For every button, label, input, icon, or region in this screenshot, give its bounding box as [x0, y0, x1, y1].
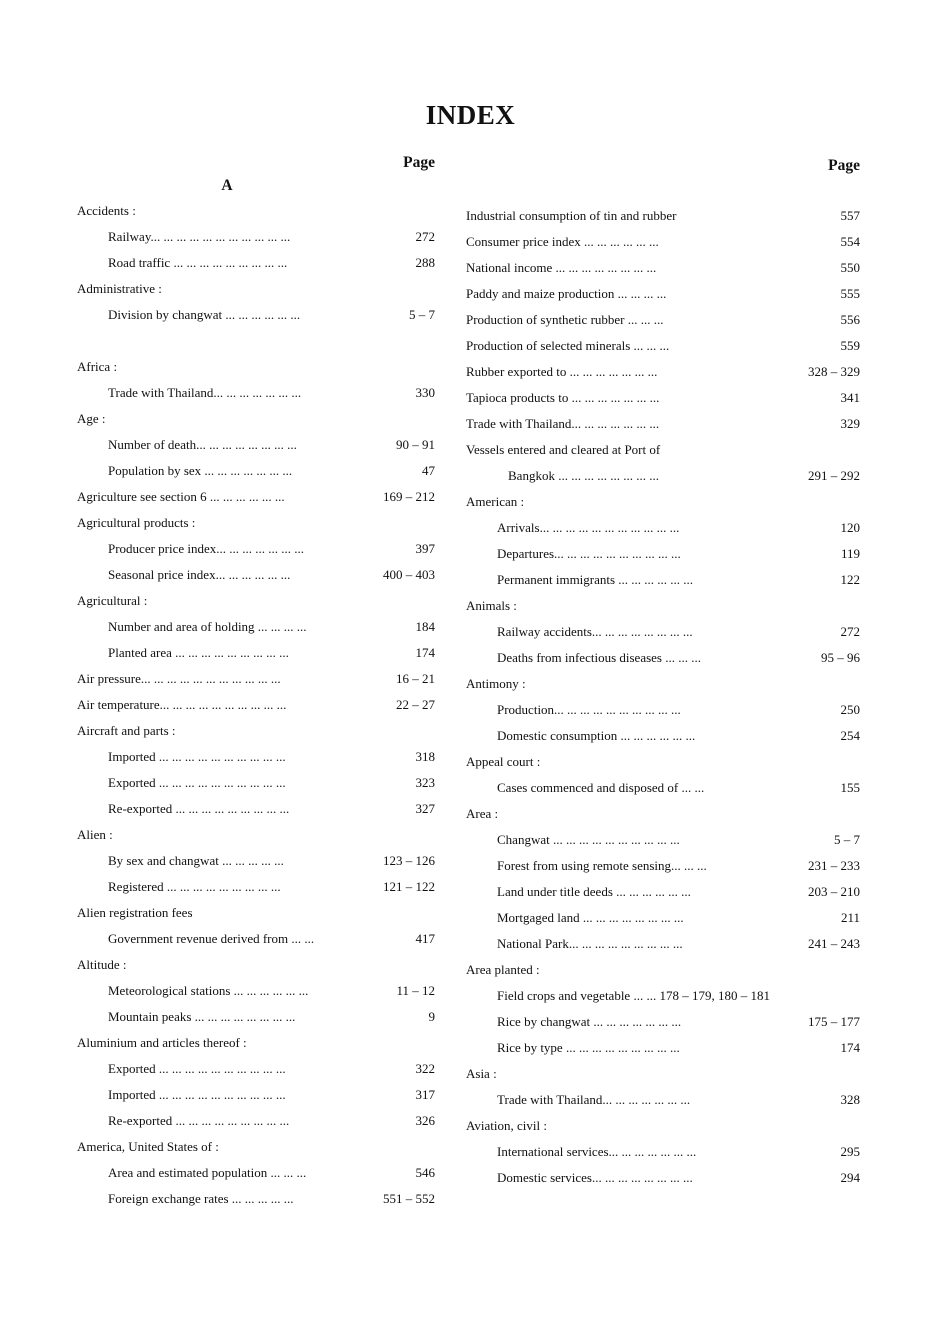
index-entry [466, 1035, 860, 1061]
index-entry-page: 95 – 96 [821, 650, 860, 665]
index-entry-label: Population by sex ... ... ... ... ... ... ... [108, 463, 293, 478]
index-entry [466, 879, 860, 905]
index-entry-page: 330 [415, 385, 435, 400]
index-entry-label: By sex and changwat ... ... ... ... ... [108, 853, 284, 868]
index-entry-label: Consumer price index ... ... ... ... ... ... [466, 234, 659, 249]
index-entry [77, 562, 435, 588]
index-entry [77, 744, 435, 770]
index-entry-page: 174 [840, 1040, 860, 1055]
index-entry-label: Mountain peaks ... ... ... ... ... ... ... ... [108, 1009, 296, 1024]
index-entry-page: 241 – 243 [808, 936, 860, 951]
index-entry-label: Air temperature... ... ... ... ... ... ... ... ... ... [77, 697, 287, 712]
index-entry [466, 359, 860, 385]
index-entry-page: 175 – 177 [808, 1014, 860, 1029]
index-entry-label: Domestic consumption ... ... ... ... ... ... [497, 728, 696, 743]
index-entry [77, 1134, 435, 1160]
index-entry-page: 47 [422, 463, 435, 478]
index-entry-label: Tapioca products to ... ... ... ... ... ... ... [466, 390, 660, 405]
index-entry-label: Rice by changwat ... ... ... ... ... ... ... [497, 1014, 682, 1029]
index-entry-page: 555 [840, 286, 860, 301]
index-entry-page: 417 [415, 931, 435, 946]
index-entry [77, 1108, 435, 1134]
index-entry [466, 541, 860, 567]
index-entry-page: 9 [428, 1009, 435, 1024]
index-entry [77, 666, 435, 692]
index-entry-page: 16 – 21 [396, 671, 435, 686]
index-entry-page: 122 [840, 572, 860, 587]
index-entry-label: Railway... ... ... ... ... ... ... ... ... ... ... [108, 229, 291, 244]
index-entry-page: 121 – 122 [383, 879, 435, 894]
index-entry-page: 559 [840, 338, 860, 353]
index-entry [466, 385, 860, 411]
index-entry [77, 822, 435, 848]
index-entry [77, 614, 435, 640]
index-entry-label: Production of selected minerals ... ... ... [466, 338, 670, 353]
index-entry-label: Number and area of holding ... ... ... ... [108, 619, 307, 634]
index-entry-page: 328 – 329 [808, 364, 860, 379]
index-entry-page: 291 – 292 [808, 468, 860, 483]
index-entry [77, 978, 435, 1004]
index-entry-page: 323 [415, 775, 435, 790]
index-entry-label: Asia : [466, 1066, 497, 1081]
index-entry-label: Re-exported ... ... ... ... ... ... ... ... ... [108, 1113, 290, 1128]
index-entry-label: Departures... ... ... ... ... ... ... ... ... ... [497, 546, 681, 561]
index-entry [466, 333, 860, 359]
index-entry [77, 276, 435, 302]
index-entry [77, 796, 435, 822]
index-entry-label: Aviation, civil : [466, 1118, 547, 1133]
index-entry-page: 327 [415, 801, 435, 816]
index-entry-page: 328 [840, 1092, 860, 1107]
index-entry-label: Re-exported ... ... ... ... ... ... ... ... ... [108, 801, 290, 816]
index-entry-page: 317 [415, 1087, 435, 1102]
index-entry [77, 354, 435, 380]
index-entry-page: 5 – 7 [834, 832, 860, 847]
index-entry-label: America, United States of : [77, 1139, 219, 1154]
page-title: INDEX [425, 100, 516, 130]
index-entry-page: 22 – 27 [396, 697, 435, 712]
index-entry [466, 697, 860, 723]
index-entry-label: Production of synthetic rubber ... ... ... [466, 312, 664, 327]
index-entry-label: Paddy and maize production ... ... ... ... [466, 286, 667, 301]
index-entry [466, 1165, 860, 1191]
index-entry [77, 640, 435, 666]
index-entry-label: Mortgaged land ... ... ... ... ... ... ... ... [497, 910, 684, 925]
index-entry-page: 272 [840, 624, 860, 639]
index-entry-page: 400 – 403 [383, 567, 435, 582]
index-entry-page: 5 – 7 [409, 307, 435, 322]
section-letter: A [221, 177, 233, 194]
index-entry-label: Alien : [77, 827, 113, 842]
index-entry [77, 900, 435, 926]
index-entry-page: 203 – 210 [808, 884, 860, 899]
index-entry-label: Railway accidents... ... ... ... ... ... ... ... [497, 624, 693, 639]
index-entry-label: Deaths from infectious diseases ... ... ... [497, 650, 701, 665]
index-entry-label: Foreign exchange rates ... ... ... ... ... [108, 1191, 294, 1206]
index-entry-label: Trade with Thailand... ... ... ... ... ... ... [108, 385, 302, 400]
index-entry [466, 1009, 860, 1035]
spacer [77, 328, 435, 354]
index-entry-label: Arrivals... ... ... ... ... ... ... ... ... ... ... [497, 520, 680, 535]
index-entry [466, 203, 860, 229]
index-entry-label: Land under title deeds ... ... ... ... ... ... [497, 884, 691, 899]
index-entry [77, 484, 435, 510]
index-entry [466, 437, 860, 463]
index-entry [466, 775, 860, 801]
index-entry-page: 397 [415, 541, 435, 556]
index-entry-page: 250 [840, 702, 860, 717]
index-entry [77, 874, 435, 900]
index-entry-label: Antimony : [466, 676, 526, 691]
index-entry-label: Permanent immigrants ... ... ... ... ... ... [497, 572, 694, 587]
index-entry-label: Production... ... ... ... ... ... ... ... ... ... [497, 702, 681, 717]
index-entry [466, 671, 860, 697]
index-entry [466, 957, 860, 983]
index-entry-label: International services... ... ... ... ... ... ... [497, 1144, 697, 1159]
index-entry [77, 510, 435, 536]
index-entry-label: Air pressure... ... ... ... ... ... ... ... ... ... ... [77, 671, 281, 686]
index-entry-page: 231 – 233 [808, 858, 860, 873]
index-entry-label: Area and estimated population ... ... ... [108, 1165, 307, 1180]
index-entry [466, 281, 860, 307]
index-entry-page: 123 – 126 [383, 853, 435, 868]
index-entry-label: American : [466, 494, 525, 509]
page-column-header: Page [828, 157, 860, 174]
index-entry-page: 155 [840, 780, 860, 795]
index-entry-label: Agricultural products : [77, 515, 196, 530]
index-entry [466, 1113, 860, 1139]
index-entry-page: 556 [840, 312, 860, 327]
index-entry-label: Area : [466, 806, 499, 821]
index-entry-page: 554 [840, 234, 860, 249]
index-entry-page: 272 [415, 229, 435, 244]
index-entry-page: 294 [840, 1170, 860, 1185]
index-entry [466, 593, 860, 619]
index-entry [77, 692, 435, 718]
index-entry-page: 174 [415, 645, 435, 660]
index-entry [77, 926, 435, 952]
index-entry [77, 848, 435, 874]
index-entry [466, 645, 860, 671]
index-entry-label: Accidents : [77, 203, 136, 218]
index-entry [77, 1082, 435, 1108]
index-entry [77, 1160, 435, 1186]
index-entry [466, 1061, 860, 1087]
index-entry-page: 326 [415, 1113, 435, 1128]
index-entry-label: Appeal court : [466, 754, 541, 769]
index-entry [466, 463, 860, 489]
index-entry-label: Rubber exported to ... ... ... ... ... ... ... [466, 364, 658, 379]
index-entry [77, 1186, 435, 1212]
index-entry-label: Bangkok ... ... ... ... ... ... ... ... [508, 468, 659, 483]
index-entry [466, 515, 860, 541]
index-entry-page: 550 [840, 260, 860, 275]
index-entry-label: Age : [77, 411, 106, 426]
index-entry [77, 588, 435, 614]
index-entry [466, 567, 860, 593]
index-entry [466, 229, 860, 255]
index-entry-label: Field crops and vegetable ... ... 178 – 179, 180 – 181 [497, 988, 770, 1003]
index-entry-label: Exported ... ... ... ... ... ... ... ... ... ... [108, 775, 286, 790]
index-entry-label: Trade with Thailand... ... ... ... ... ... ... [466, 416, 660, 431]
index-entry [77, 250, 435, 276]
index-entry-page: 120 [840, 520, 860, 535]
index-entry [466, 619, 860, 645]
index-entry [466, 307, 860, 333]
index-entry-label: Imported ... ... ... ... ... ... ... ... ... ... [108, 749, 286, 764]
index-entry-page: 90 – 91 [396, 437, 435, 452]
index-entry-label: Agriculture see section 6 ... ... ... ... ... ... [77, 489, 285, 504]
index-entry-label: Agricultural : [77, 593, 148, 608]
index-entry-label: Changwat ... ... ... ... ... ... ... ... ... ... [497, 832, 680, 847]
index-entry-page: 288 [415, 255, 435, 270]
index-entry-label: Government revenue derived from ... ... [108, 931, 315, 946]
index-entry [466, 411, 860, 437]
index-entry-label: Domestic services... ... ... ... ... ... ... ... [497, 1170, 693, 1185]
index-entry-label: Seasonal price index... ... ... ... ... ... [108, 567, 291, 582]
index-entry-label: Cases commenced and disposed of ... ... [497, 780, 705, 795]
index-column-left [77, 150, 435, 1212]
index-entry [77, 770, 435, 796]
index-entry-label: Rice by type ... ... ... ... ... ... ... ... ... [497, 1040, 680, 1055]
index-entry [466, 931, 860, 957]
index-entry-label: Aircraft and parts : [77, 723, 176, 738]
index-entry [77, 406, 435, 432]
index-entry-label: National income ... ... ... ... ... ... ... ... [466, 260, 657, 275]
page-column-header: Page [403, 154, 435, 171]
index-entry [466, 723, 860, 749]
index-entry [77, 536, 435, 562]
index-entry-label: Aluminium and articles thereof : [77, 1035, 247, 1050]
index-entry-label: Africa : [77, 359, 118, 374]
index-entry [466, 255, 860, 281]
index-entry-label: Administrative : [77, 281, 162, 296]
index-entry-label: Planted area ... ... ... ... ... ... ... ... ... [108, 645, 289, 660]
index-entry-label: Altitude : [77, 957, 127, 972]
index-entry [466, 1139, 860, 1165]
index-entry-page: 557 [840, 208, 860, 223]
index-entry-label: Imported ... ... ... ... ... ... ... ... ... ... [108, 1087, 286, 1102]
index-entry [466, 1087, 860, 1113]
index-entry-label: Exported ... ... ... ... ... ... ... ... ... ... [108, 1061, 286, 1076]
index-entry [77, 718, 435, 744]
index-entry-label: National Park... ... ... ... ... ... ... ... ... [497, 936, 683, 951]
index-entry-label: Producer price index... ... ... ... ... ... ... [108, 541, 305, 556]
index-entry-page: 546 [415, 1165, 435, 1180]
index-entry-label: Alien registration fees [77, 905, 193, 920]
index-entry [77, 380, 435, 406]
index-entry [77, 198, 435, 224]
index-entry-page: 318 [415, 749, 435, 764]
index-entry [466, 749, 860, 775]
index-entry [77, 224, 435, 250]
index-entry [77, 302, 435, 328]
index-entry [466, 801, 860, 827]
index-entry-label: Number of death... ... ... ... ... ... ... ... [108, 437, 297, 452]
index-entry-page: 11 – 12 [396, 983, 435, 998]
index-entry-label: Division by changwat ... ... ... ... ... ... [108, 307, 301, 322]
index-entry-page: 341 [840, 390, 860, 405]
index-entry-page: 211 [840, 910, 860, 925]
index-entry-label: Area planted : [466, 962, 540, 977]
index-entry-page: 169 – 212 [383, 489, 435, 504]
index-entry [466, 827, 860, 853]
index-entry [77, 432, 435, 458]
index-column-right [466, 150, 860, 1191]
index-entry-page: 295 [840, 1144, 860, 1159]
index-entry-page: 184 [415, 619, 435, 634]
index-entry-label: Industrial consumption of tin and rubber [466, 208, 677, 223]
index-entry [466, 853, 860, 879]
index-entry-label: Forest from using remote sensing... ... ... [497, 858, 707, 873]
index-entry-page: 551 – 552 [383, 1191, 435, 1206]
index-entry [77, 458, 435, 484]
index-entry-page: 254 [840, 728, 860, 743]
index-entry-label: Animals : [466, 598, 517, 613]
index-entry-label: Meteorological stations ... ... ... ... ... ... [108, 983, 309, 998]
index-entry [77, 1004, 435, 1030]
index-entry [77, 952, 435, 978]
index-entry [77, 1030, 435, 1056]
index-entry-label: Road traffic ... ... ... ... ... ... ... ... ... [108, 255, 288, 270]
index-entry-page: 329 [840, 416, 860, 431]
index-entry-page: 322 [415, 1061, 435, 1076]
index-entry [77, 1056, 435, 1082]
index-entry [466, 905, 860, 931]
index-entry-label: Trade with Thailand... ... ... ... ... ... ... [497, 1092, 691, 1107]
index-entry-label: Vessels entered and cleared at Port of [466, 442, 661, 457]
index-entry [466, 489, 860, 515]
index-entry-page: 119 [840, 546, 860, 561]
index-entry-label: Registered ... ... ... ... ... ... ... ... ... [108, 879, 281, 894]
index-entry [466, 983, 860, 1009]
